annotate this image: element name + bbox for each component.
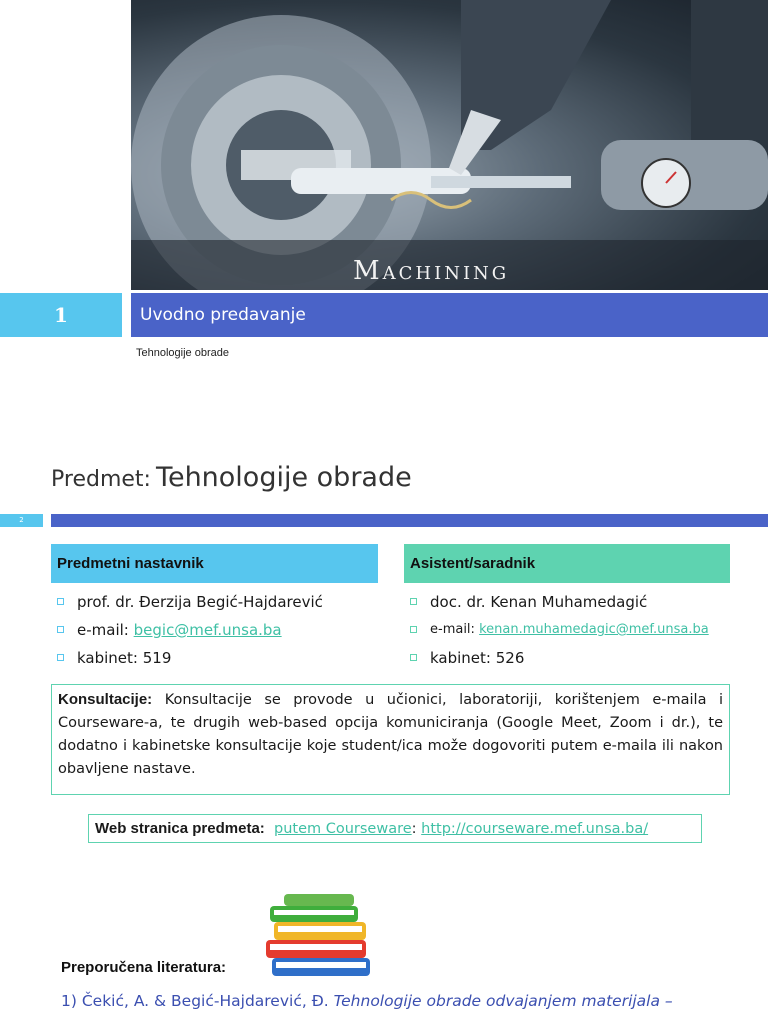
machining-hero-image	[131, 0, 768, 290]
slide-number-2: 2	[0, 514, 43, 527]
consultation-text: Konsultacije se provode u učionici, laboratoriji, korištenjem e-maila i Courseware-a, te drugih web-based opcija komuniciranja (Google Meet, Zoom i dr.), te dodatno i kabinetske konsultacije koje student/ica može dogovoriti putem e-maila ili nakon obavljene nastave.	[58, 692, 724, 777]
books-stack-icon	[262, 892, 374, 980]
course-title-prefix: Predmet:	[51, 467, 151, 492]
assistant-info-list	[410, 590, 709, 674]
course-title-main: Tehnologije obrade	[156, 462, 412, 493]
hero-word: Machining	[353, 256, 510, 286]
courseware-link[interactable]: putem Courseware	[274, 821, 412, 837]
teacher-office: kabinet: 519	[57, 646, 323, 674]
slide-title: Uvodno predavanje	[131, 293, 768, 337]
teacher-name: prof. dr. Đerzija Begić-Hajdarević	[57, 590, 323, 618]
teacher-heading: Predmetni nastavnik	[51, 544, 378, 583]
slide-number: 1	[0, 293, 122, 337]
title-divider-bar	[51, 514, 768, 527]
square-bullet-icon	[410, 654, 417, 661]
square-bullet-icon	[57, 626, 64, 633]
square-bullet-icon	[410, 626, 417, 633]
square-bullet-icon	[410, 598, 417, 605]
literature-item-1: 1) Čekić, A. & Begić-Hajdarević, Đ. Tehnologije obrade odvajanjem materijala –	[61, 992, 673, 1010]
slide-footer: Tehnologije obrade	[136, 347, 229, 359]
website-label: Web stranica predmeta:	[95, 820, 265, 837]
link-separator: :	[411, 821, 417, 837]
assistant-office: kabinet: 526	[410, 646, 709, 674]
square-bullet-icon	[57, 598, 64, 605]
consultation-box	[51, 684, 730, 795]
course-title	[51, 462, 412, 493]
teacher-email: e-mail: begic@mef.unsa.ba	[57, 618, 323, 646]
consultation-label: Konsultacije:	[58, 691, 153, 708]
square-bullet-icon	[57, 654, 64, 661]
assistant-email: e-mail: kenan.muhamedagic@mef.unsa.ba	[410, 618, 709, 646]
courseware-url-link[interactable]: http://courseware.mef.unsa.ba/	[421, 821, 649, 837]
machining-illustration	[131, 0, 768, 290]
assistant-name: doc. dr. Kenan Muhamedagić	[410, 590, 709, 618]
assistant-heading: Asistent/saradnik	[404, 544, 730, 583]
literature-item-1-title: Tehnologije obrade odvajanjem materijala –	[333, 992, 673, 1010]
course-website-box	[88, 814, 702, 843]
teacher-email-link[interactable]: begic@mef.unsa.ba	[133, 621, 282, 639]
literature-label: Preporučena literatura:	[61, 959, 227, 976]
teacher-info-list	[57, 590, 323, 674]
assistant-email-link[interactable]: kenan.muhamedagic@mef.unsa.ba	[479, 622, 709, 637]
